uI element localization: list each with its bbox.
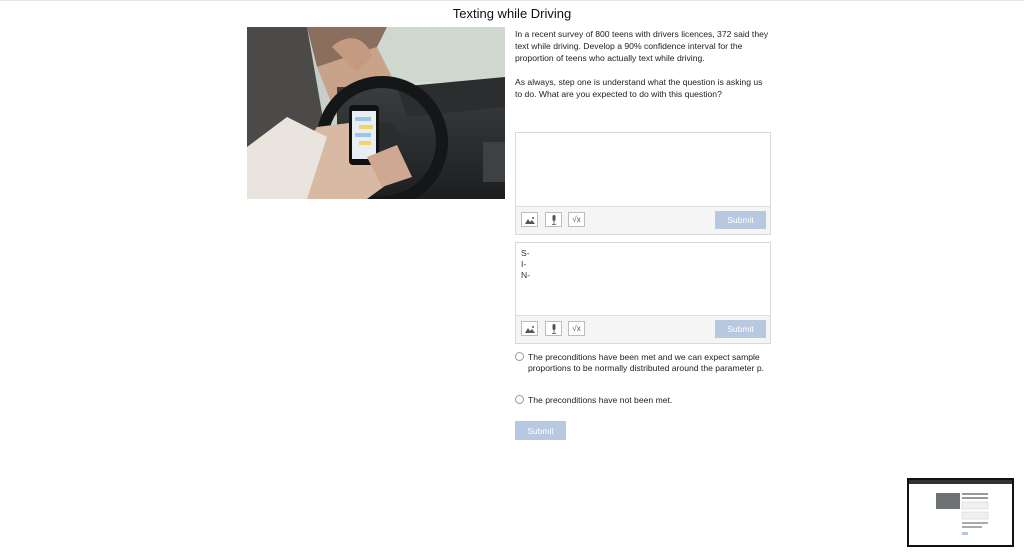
- page-thumbnail[interactable]: [907, 478, 1014, 547]
- top-border: [0, 0, 1024, 1]
- main-submit-button[interactable]: Submit: [515, 421, 566, 440]
- answer-box-1: [515, 132, 771, 235]
- question-paragraph-1: In a recent survey of 800 teens with drivers licences, 372 said they text while driving. Develop a 90% confidence interval for the proportion of teens who actually text while driving.: [515, 29, 769, 64]
- answer-2-submit-button[interactable]: Submit: [715, 320, 766, 338]
- radio-button[interactable]: [515, 352, 524, 361]
- answer-2-line: S-: [521, 248, 530, 258]
- image-upload-icon[interactable]: [521, 212, 538, 227]
- option-label: The preconditions have not been met.: [528, 395, 673, 405]
- answer-2-textarea[interactable]: [516, 243, 770, 315]
- answer-1-toolbar: [516, 206, 770, 234]
- answer-box-2: [515, 242, 771, 344]
- page-title: Texting while Driving: [452, 6, 572, 21]
- image-upload-icon[interactable]: [521, 321, 538, 336]
- question-paragraph-2: As always, step one is understand what the question is asking us to do. What are you expected to do with this question?: [515, 76, 763, 99]
- math-sqrt-icon[interactable]: √x: [568, 321, 585, 336]
- microphone-icon[interactable]: [545, 212, 562, 227]
- option-label: The preconditions have been met and we can expect sample proportions to be normally distributed around the parameter p.: [528, 352, 764, 373]
- option-preconditions-not-met[interactable]: [515, 395, 775, 406]
- answer-2-line: N-: [521, 270, 531, 280]
- math-sqrt-icon[interactable]: √x: [568, 212, 585, 227]
- thumbnail-preview: [909, 480, 1012, 545]
- answer-2-toolbar: [516, 315, 770, 343]
- radio-button[interactable]: [515, 395, 524, 404]
- answer-1-submit-button[interactable]: Submit: [715, 211, 766, 229]
- answer-1-textarea[interactable]: [516, 133, 770, 206]
- option-preconditions-met[interactable]: [515, 352, 775, 374]
- texting-driver-photo: [247, 27, 505, 199]
- question-text: [515, 28, 771, 111]
- photo-illustration: [247, 27, 505, 199]
- microphone-icon[interactable]: [545, 321, 562, 336]
- answer-2-line: I-: [521, 259, 527, 269]
